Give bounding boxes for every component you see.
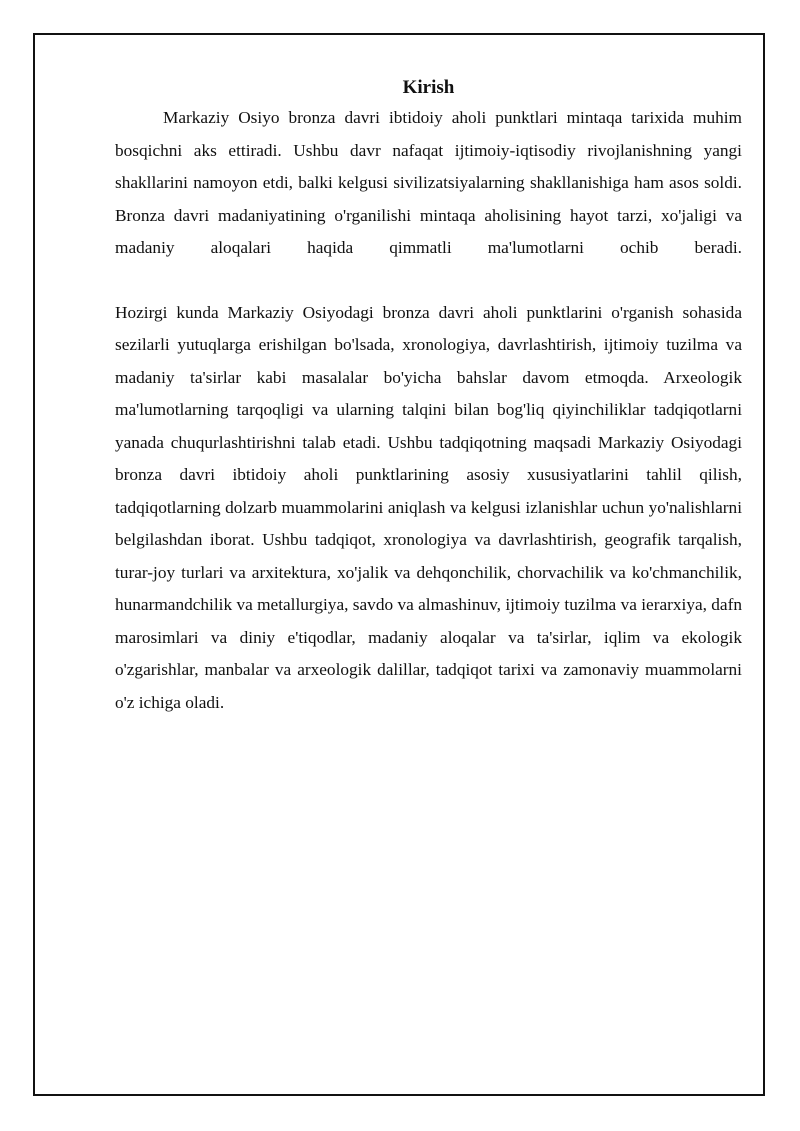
page-title: Kirish	[402, 77, 455, 98]
document-body	[115, 74, 742, 719]
paragraph-intro: Markaziy Osiyo bronza davri ibtidoiy aholi punktlari mintaqa tarixida muhim bosqichni aks ettiradi. Ushbu davr nafaqat ijtimoiy-iqtisodiy rivojlanishning yangi shakllarini namoyon etdi, balki kelgusi sivilizatsiyalarning shakllanishiga ham asos soldi. Bronza davri madaniyatining o'rganilishi mintaqa aholisining hayot tarzi, xo'jaligi va madaniy aloqalari haqida qimmatli ma'lumotlarni ochib beradi.	[115, 108, 742, 257]
paragraph-research-aims: Hozirgi kunda Markaziy Osiyodagi bronza davri aholi punktlarini o'rganish sohasida sezilarli yutuqlarga erishilgan bo'lsada, xronologiya, davrlashtirish, ijtimoiy tuzilma va madaniy ta'sirlar kabi masalalar bo'yicha bahslar davom etmoqda. Arxeologik ma'lumotlarning tarqoqligi va ularning talqini bilan bog'liq qiyinchiliklar tadqiqotlarni yanada chuqurlashtirishni talab etadi. Ushbu tadqiqotning maqsadi Markaziy Osiyodagi bronza davri ibtidoiy aholi punktlarining asosiy xususiyatlarini tahlil qilish, tadqiqotlarning dolzarb muammolarini aniqlash va kelgusi izlanishlar uchun yo'nalishlarni belgilashdan iborat. Ushbu tadqiqot, xronologiya va davrlashtirish, geografik tarqalish, turar-joy turlari va arxitektura, xo'jalik va dehqonchilik, chorvachilik va ko'chmanchilik, hunarmandchilik va metallurgiya, savdo va almashinuv, ijtimoiy tuzilma va ierarxiya, dafn marosimlari va diniy e'tiqodlar, madaniy aloqalar va ta'sirlar, iqlim va ekologik o'zgarishlar, manbalar va arxeologik dalillar, tadqiqot tarixi va zamonaviy muammolarni o'z ichiga oladi.	[115, 302, 742, 712]
